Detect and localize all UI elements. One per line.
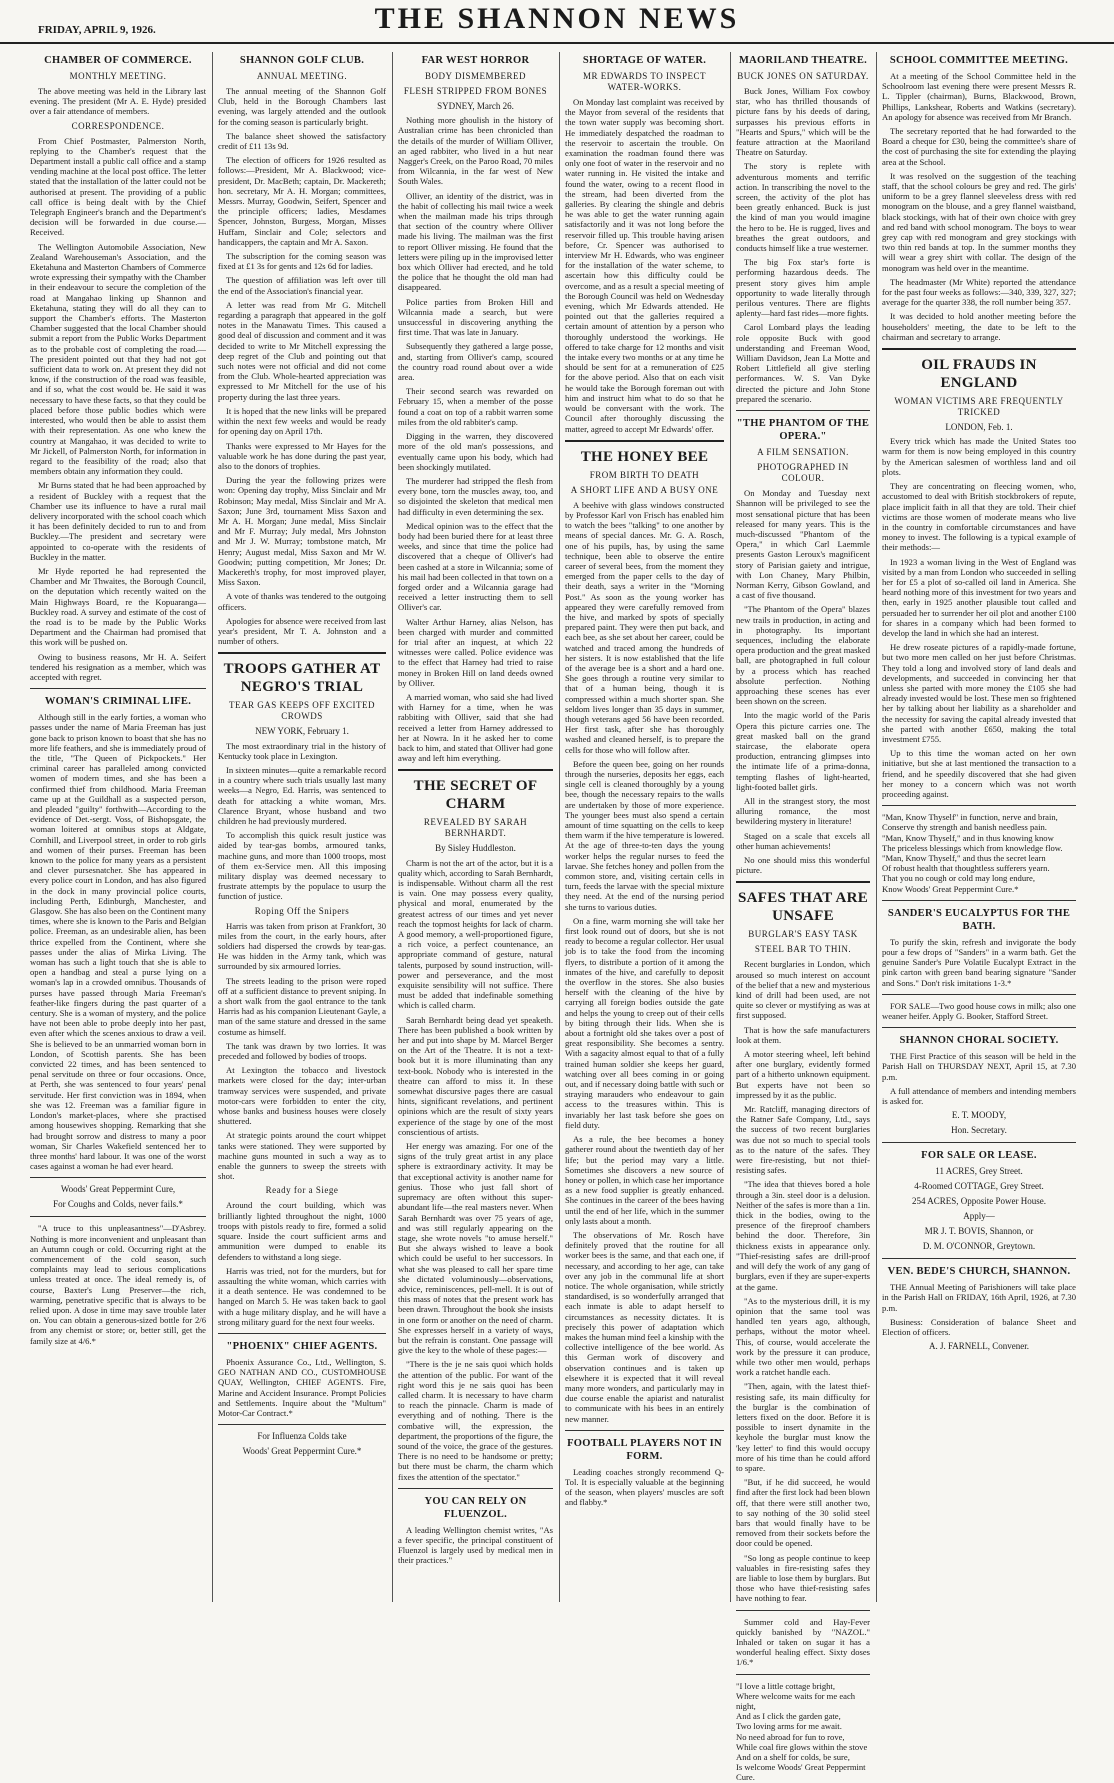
article-headline: "THE PHANTOM OF THE OPERA." — [736, 418, 870, 443]
article-paragraph: Nothing more ghoulish in the history of Australian crime has been chronicled than the details of the murder of William Olliver, an aged rabbiter, who lived in a hut near Nagger's Creek, on the Paroo Road, 70 miles from Wilcannia, in the far west of New South Wales. — [398, 115, 553, 187]
article-paragraph: "The idea that thieves bored a hole through a 3in. steel door is a delusion. Neither of the safes is more than a 1in. thick in the bodies, owing to the presence of the fireproof chambers behind the door. Therefore, 3in thickness exists in appearance only. "Thief-resisting safes are drill-proof and will defy the work of any gang of burglars, even if they are super-experts at the game. — [736, 1179, 870, 1292]
byline: By Sisley Huddleston. — [435, 843, 516, 854]
article-paragraph: Every trick which has made the United States too warm for them is now being employed in this country by the American salesmen of worthless land and oil plots. — [882, 436, 1076, 477]
article-subhead: A FILM SENSATION. — [757, 447, 849, 458]
divider — [882, 900, 1076, 901]
article-headline: OIL FRAUDS IN ENGLAND — [921, 357, 1037, 392]
article-paragraph: Walter Arthur Harney, alias Nelson, has been charged with murder and committed for trial after an inquest, at which 22 witnesses were called. Police evidence was to the effect that Harney had tried to raise money in Broken Hill on land deeds owned by Olliver. — [398, 616, 553, 688]
article-paragraph: In sixteen minutes—quite a remarkable record in a country where such trials usually last many weeks—a Negro, Ed. Harris, was sentenced to death for attacking a white woman, Mrs. Clarence Bryant, whose husband and two children he had previously murdered. — [218, 764, 386, 826]
article-paragraph: All in the strangest story, the most alluring romance, the most bewildering mystery in literature! — [736, 795, 870, 827]
article-paragraph: It is hoped that the new links will be prepared within the next few weeks and would be ready for opening day on April 17th. — [218, 405, 386, 437]
article-paragraph: The Wellington Automobile Association, New Zealand Warehouseman's Association, and the Eketahuna and Masterton Chambers of Commerce wrote expressing their sympathy with the Chamber in their endeavour to secure the completion of the road at Mangahao linking up Shannon and Eketahuna, stating they will do all they can to support the Chamber's efforts. The Masterton Chamber suggested that the local Chamber should submit a report from the Public Works Department as to the probable cost of completing the road.—The president pointed out that they had not got sufficient data to work on. At present they did not know, if the construction of the road was feasible, and if so, what the cost would be. He said it was necessary to have these facts, so that they could be placed before those public bodies which were interested, who would then be able to assist them with their representation. As one who knew the country at Mangahao, it was decided to write to Mr Jickell, of Palmerston North, for information in regard to the feasibility of the road; also that members obtain any information they could. — [30, 241, 206, 477]
article-paragraph: A motor steering wheel, left behind after one burglary, evidently formed part of a hitherto unknown equipment. But experts have not been so impressed by it as the public. — [736, 1049, 870, 1100]
article-paragraph: Buck Jones, William Fox cowboy star, who has thrilled thousands of picture fans by his deeds of daring, surpasses his previous efforts in "Hearts and Spurs," which will be the feature attraction at the Maoriland Theatre on Saturday. — [736, 86, 870, 158]
article-paragraph: On Monday last complaint was received by the Mayor from several of the residents that the town water supply was becoming short. He immediately despatched the roadman to the reservoir to ascertain the trouble. On examination the roadman found there was only one foot of water in the reservoir and no water running in. He visited the intake and found the water, owing to a recent flood in the stream, had been diverted from the galleries. By clearing the shingle and debris he was able to get the water running again satisfactorily and it was not long before the reservoir filled up. This trouble having arisen before, Cr. Spencer was authorised to interview Mr H. Edwards, who was engineer for the installation of the water scheme, to ascertain how this difficulty could be overcome, and as a result a special meeting of the Borough Council was held on Wednesday evening, which Mr Edwards attended. He pointed out that the galleries required a certain amount of attention by a person who thoroughly understood the workings. He offered to take charge for 12 months and visit the intake every two months or at any time he should be sent for at a remuneration of £25 for the above period. Also that on each visit he would take the Borough foreman out with him and instruct him what to do so that he would be conversant with the work. The Council after thoroughly discussing the matter, agreed to accept Mr Edwards' offer. — [565, 97, 724, 434]
column-rule — [392, 52, 393, 1602]
advert-line: Woods' Great Peppermint Cure.* — [242, 1446, 362, 1457]
article-headline: SAFES THAT ARE UNSAFE — [737, 890, 869, 925]
column-4 — [565, 52, 724, 1602]
article-paragraph: A letter was read from Mr G. Mitchell regarding a paragraph that appeared in the golf notes in the Manawatu Times. This caused a good deal of discussion and comment and it was decided to write to Mr Mitchell expressing the deep regret of the Club and pointing out that such notes were not official and did not come from the Club. Whole-hearted appreciation was expressed to Mr Mitchell for the use of his property during the last three years. — [218, 299, 386, 402]
divider — [882, 1142, 1076, 1143]
divider — [882, 994, 1076, 995]
signature: Hon. Secretary. — [951, 1125, 1007, 1136]
article-paragraph: Recent burglaries in London, which aroused so much interest on account of the belief that a new and mysterious kind of drill had been used, are not quite so clever or mystifying as was at first supposed. — [736, 959, 870, 1021]
article-headline: "PHOENIX" CHIEF AGENTS. — [226, 1340, 378, 1352]
advert-line: For Coughs and Colds, never fails.* — [53, 1199, 183, 1210]
divider — [736, 881, 870, 883]
article-paragraph: Their second search was rewarded on February 15, when a member of the posse found a coat on top of a rabbit warren some miles from the old rabbiter's camp. — [398, 386, 553, 427]
article-paragraph: That is how the safe manufacturers look at them. — [736, 1024, 870, 1045]
divider — [30, 1177, 206, 1178]
dateline: SYDNEY, March 26. — [437, 101, 514, 111]
divider — [882, 1027, 1076, 1028]
article-paragraph: The election of officers for 1926 resulted as follows:—President, Mr A. Blackwood; vice-president, Dr. MacBeth; captain, Dr. Mackereth; hon. secretary, Mr A. H. Morgan; committees, Messrs. Murray, Goodwin, Seifert, Spencer and the principle officers; ladies, Mesdames Spencer, Johnston, Burgess, Morgan, Misses Huffam, Sinclair and Cole; selectors and handicappers, the captain and Mr A. Saxon. — [218, 155, 386, 247]
article-subhead: TEAR GAS KEEPS OFF EXCITED CROWDS — [228, 700, 375, 722]
article-paragraph: On a fine, warm morning she will take her first look round out of doors, but she is not ready to become a regular collector. Her usual job is to take the food from the incoming flyers, to distribute a portion of it among the inmates of the hive, and carefully to deposit the overflow in the stores. She also busies herself with the cleaning of the hive by carrying all foreign bodies outside the gate and helps the young to creep out of their cells by biting through their lids. When she is about a fortnight old she takes over a post of great responsibility. She becomes a sentry. With a sagacity almost equal to that of a fully trained human soldier she keeps her guard, watching over all bees coming in or going out, and if necessary doing battle with such or straying marauders who endeavour to gain access to the treasures within. This is invariably her last task before she goes on field duty. — [565, 915, 724, 1130]
article-paragraph: During the year the following prizes were won: Opening day trophy, Miss Sinclair and Mr Robinson; May medal, Miss Sinclair and Mr A. Saxon; June 3rd, tournament Miss Saxon and Mr A. H. Morgan; June medal, Miss Sinclair and Mr F. Murray; July medal, Mrs Johnston and Mr J. W. Murray; tombstone match, Mr Henry; August medal, Miss Saxon and Mr W. Goodwin; putting competition, Mr Jones; Dr. Mackereth's trophy, for most improved player, Miss Saxon. — [218, 475, 386, 588]
column-rule — [212, 52, 213, 1602]
divider — [30, 688, 206, 689]
article-paragraph: Staged on a scale that excels all other human achievements! — [736, 830, 870, 851]
article-paragraph: They are concentrating on fleecing women, who, accustomed to deal with British stockbrokers of repute, place implicit faith in all that they are told. Their chief victims are those women of moderate means who live in the country in comfortable circumstances and have money to invest. The following is a typical example of their methods:— — [882, 481, 1076, 553]
article-subhead: Ready for a Siege — [265, 1185, 339, 1196]
article-headline: THE HONEY BEE — [580, 448, 709, 465]
article-paragraph: Digging in the warren, they discovered more of the old man's possessions, and eventually came upon his body, which had been shockingly mutilated. — [398, 431, 553, 472]
divider — [882, 805, 1076, 806]
article-paragraph: Police parties from Broken Hill and Wilcannia made a search, but were unsuccessful in discovering anything the first time. That was late in January. — [398, 296, 553, 338]
verse-line: "Man, Know Thyself" in function, nerve and brain, — [882, 812, 1058, 823]
divider — [398, 1488, 553, 1489]
verse-line: Conserve thy strength and banish needless pain. — [882, 822, 1047, 833]
article-paragraph: "As to the mysterious drill, it is my opinion that the same tool was handled ten years ago, although, perhaps, without the motor wheel. This, of course, would accelerate the work by the pressure it can produce, while two other men would, perhaps work a ratchet handle each. — [736, 1295, 870, 1378]
verse-line: While coal fire glows within the stove — [736, 1741, 868, 1752]
article-headline: SANDER'S EUCALYPTUS FOR THE BATH. — [887, 907, 1071, 932]
article-paragraph: No one should miss this wonderful picture. — [736, 855, 870, 876]
article-paragraph: Mr Hyde reported he had represented the Chamber and Mr Thwaites, the Borough Council, on the deputation which recently waited on the Main Highways Board, re the Kopuaranga—Buckley road. A survey and estimate of the cost of the road is to be made by the Public Works Department and the Chairman had promised that this work will be pushed on. — [30, 565, 206, 648]
divider — [736, 410, 870, 411]
dateline: LONDON, Feb. 1. — [945, 422, 1013, 433]
article-paragraph: Medical opinion was to the effect that the body had been buried there for at least three weeks, and since that time the police had discovered that a cheque of Olliver's had been cashed at a store in Wilcannia; some of his mail had been collected in that town on a forged order and a Wilcannia garage had received a letter instructing them to sell Olliver's car. — [398, 520, 553, 613]
article-headline: FOOTBALL PLAYERS NOT IN FORM. — [567, 1437, 722, 1462]
article-headline: WOMAN'S CRIMINAL LIFE. — [44, 696, 192, 708]
article-paragraph: Before the queen bee, going on her rounds through the nurseries, deposits her eggs, each single cell is cleaned thoroughly by a young bee, though the necessary repairs to the walls are undertaken by those of more experience. The younger bees must also spend a certain amount of time squatting on the cells to keep them warm if the hive temperature is lowered. At the age of three-to-ten days the young worker helps the regular nurses to feed the larvae. She fetches honey and pollen from the common store, and, visiting certain cells in turn, feeds the larvae with the special mixture they need. At the end of the nursing period she turns to various duties. — [565, 758, 724, 912]
divider — [736, 1610, 870, 1611]
column-3 — [398, 52, 553, 1602]
article-paragraph: The balance sheet showed the satisfactory credit of £11 13s 9d. — [218, 130, 386, 152]
article-headline: SCHOOL COMMITTEE MEETING. — [889, 55, 1069, 66]
article-paragraph: He drew roseate pictures of a rapidly-made fortune, but two more men called on her just before Christmas. They told a long and involved story of land deals and developments, and succeeded in convincing her that unless she parted with more money the £105 she had already invested would be lost. These men so frightened her by talking about her liability as a shareholder and the necessity for saving the capital already invested that she parted with another £650, making the total investment £755. — [882, 642, 1076, 744]
column-5 — [736, 52, 870, 1783]
article-paragraph: A beehive with glass windows constructed by Professor Karl von Frisch has enabled him to watch the bees "talking" to one another by means of special dances. Mr. G. A. Rosch, one of his pupils, has, by using the same technique, been able to observe the entire career of several bees, from the moment they emerged from the paper cells to the day of their death, says a writer in the "Morning Post." As soon as the young worker has appeared they were carefully removed from the hive, and marked by spots of specially prepared paint. They were then put back, and each bee, as she set about her career, could be watched and traced among the hundreds of her sisters. It is now established that the life of the average bee is a short and a hard one. She goes through a routine very similar to that of a human being, though it is compressed within a much shorter span. She seldom lives longer than 35 days in summer, though veterans aged 56 have been recorded. Her first task, after she has thoroughly washed and cleaned herself, is to prepare the cells for those who will follow after. — [565, 499, 724, 755]
article-paragraph: Harris was tried, not for the murders, but for assaulting the white woman, which carries with it a death sentence. He was condemned to be hanged on March 5. He was taken back to gaol with a huge military display, and he will have a strong military guard for the next four weeks. — [218, 1265, 386, 1327]
signature: A. J. FARNELL, Convener. — [928, 1341, 1030, 1352]
article-headline: VEN. BEDE'S CHURCH, SHANNON. — [887, 1266, 1071, 1278]
article-headline: SHANNON CHORAL SOCIETY. — [899, 1035, 1059, 1047]
article-paragraph: Thanks were expressed to Mr Hayes for the valuable work he has done during the past year, also to the donors of trophies. — [218, 440, 386, 471]
article-paragraph: The above meeting was held in the Library last evening. The president (Mr A. E. Hyde) presided over a fair attendance of members. — [30, 86, 206, 117]
verse-line: Is welcome Woods' Great Peppermint Cure. — [736, 1762, 866, 1783]
article-headline: SHORTAGE OF WATER. — [582, 55, 707, 66]
column-1 — [30, 52, 206, 1602]
article-subhead: CORRESPONDENCE. — [71, 120, 165, 131]
column-rule — [876, 52, 877, 1602]
article-subhead: STEEL BAR TO THIN. — [754, 944, 852, 955]
article-paragraph: "The Phantom of the Opera" blazes new trails in production, in acting and in photography. Its important sequences, including the elaborate opera production and the great masked ball, are photographed in full colour by a process which has reached absolute perfection. Nothing approaching these scenes has ever been shown on the screen. — [736, 604, 870, 707]
article-paragraph: "But, if he did succeed, he would find after the first lock had been blown off, that there were still another two, to say nothing of the 30 solid steel bars that would finally have to be removed from their sockets before the door could be opened. — [736, 1477, 870, 1549]
article-paragraph: The observations of Mr. Rosch have definitely proved that the routine for all worker bees is the same, and that each one, if necessary, and according to her age, can take over any job in the communal life at short notice. The whole organisation, while strictly standardised, is so wonderfully arranged that each inmate is able to adapt herself to circumstances as necessity dictates. It is precisely this power of adaptation which makes the human mind feel a kinship with the collective intelligence of the bee world. As this German work of discovery and observation continues and is taken up elsewhere it is expected that it will reveal many more wonders, and particularly may in due course enable the apiarist and naturalist to communicate with his bees in an entirely new manner. — [565, 1229, 724, 1424]
article-headline: SHANNON GOLF CLUB. — [239, 55, 365, 66]
verse-line: And as I click the garden gate, — [736, 1711, 841, 1722]
masthead — [0, 0, 1114, 44]
article-paragraph: Charm is not the art of the actor, but it is a quality which, according to Sarah Bernhardt, is indispensable. Without charm all the rest is vain. One may possess every quality, physical and moral, enumerated by the greatest actress of our times and yet never reach the topmost heights for lack of charm. A good memory, a well-proportioned figure, a rich voice, a perfect countenance, an appropriate command of gesture, natural talents, purposed by sound instruction, will-power and perseverance, and the most exquisite sensibility will not suffice. There must be added that indefinable something which is called charm. — [398, 857, 553, 1011]
article-paragraph: At a meeting of the School Committee held in the Schoolroom last evening there were present Messrs R. L. Tippler (chairman), Burns, Blackwood, Brown, Phillips, Lankshear, Roberts and Watkins (secretary). An apology for absence was received from Mr Branch. — [882, 71, 1076, 122]
divider — [882, 1258, 1076, 1259]
verse-line: Of robust health that thoughtless sufferers yearn. — [882, 863, 1050, 874]
listing-line: 11 ACRES, Grey Street. — [935, 1166, 1023, 1177]
article-subhead: ANNUAL MEETING. — [256, 71, 348, 81]
verse-line: Two loving arms for me await. — [736, 1721, 842, 1732]
notice-paragraph: Business: Consideration of balance Sheet and Election of officers. — [882, 1316, 1076, 1338]
article-paragraph: As a rule, the bee becomes a honey gatherer round about the twentieth day of her life; but the period may vary a little. Sometimes she discovers a new source of honey or pollen, in which case her importance as a new food supplier is greatly enhanced. She continues in the career of the bees having until the end of her life, which in the summer only lasts about a month. — [565, 1134, 724, 1226]
divider — [882, 348, 1076, 350]
dateline: NEW YORK, February 1. — [255, 726, 349, 737]
article-paragraph: Up to this time the woman acted on her own initiative, but she at last mentioned the transaction to a friend, and he speedily discovered that she had given her money to a concern which was not worth proceeding against. — [882, 748, 1076, 799]
article-paragraph: To accomplish this quick result justice was aided by tear-gas bombs, armoured tanks, machine guns, and more than 1000 troops, most of them ex-Service men. All this imposing military display was deemed necessary to frustrate attempts by the populace to usurp the function of justice. — [218, 830, 386, 902]
listing-line: Apply— — [963, 1211, 995, 1222]
article-paragraph: Mr Burns stated that he had been approached by a resident of Buckley with a request that the Chamber use its influence to have a rural mail delivery incorporated with the school coach which it has been definitely decided to run to and from Buckley.—The president and secretary were appointed to co-operate with the residents of Buckley in the matter. — [30, 480, 206, 562]
divider — [218, 652, 386, 654]
issue-date: FRIDAY, APRIL 9, 1926. — [38, 24, 156, 36]
listing-line: D. M. O'CONNOR, Greytown. — [922, 1241, 1036, 1252]
article-headline: MAORILAND THEATRE. — [738, 55, 868, 66]
notice-paragraph: THE Annual Meeting of Parishioners will take place in the Parish Hall on FRIDAY, 16th April, 1926, at 7.30 p.m. — [882, 1282, 1076, 1313]
article-paragraph: The streets leading to the prison were roped off at a sufficient distance to prevent sniping. In a short walk from the gaol entrance to the tank Harris had as his companion Lieutenant Gayle, a man of the same stature and dressed in the same costume as himself. — [218, 975, 386, 1037]
advert-line: For Influenza Colds take — [257, 1431, 347, 1442]
article-headline: TROOPS GATHER AT NEGRO'S TRIAL — [223, 661, 381, 696]
article-paragraph: The question of affiliation was left over till the end of the Association's financial year. — [218, 275, 386, 296]
verse-line: The priceless blessings which from knowledge flow. — [882, 842, 1063, 853]
advert-paragraph: Summer cold and Hay-Fever quickly banished by "NAZOL." Inhaled or taken on sugar it has a wonderful healing effect. Sixty doses 1/6.* — [736, 1616, 870, 1668]
article-paragraph: Subsequently they gathered a large posse, and, starting from Olliver's camp, scoured the country road round about over a wide area. — [398, 341, 553, 383]
article-paragraph: The secretary reported that he had forwarded to the Board a cheque for £30, being the committee's share of the cost of purchasing the site for extending the playing area at the School. — [882, 126, 1076, 167]
article-paragraph: Harris was taken from prison at Frankfort, 30 miles from the court, in the early hours, after soldiers had dispersed the crowds by tear-gas. He was hidden in the Army tank, which was surrounded by six armoured lorries. — [218, 920, 386, 972]
article-paragraph: It was decided to hold another meeting before the householders' meeting, the date to be left to the chairman and secretary to arrange. — [882, 311, 1076, 342]
article-paragraph: Carol Lombard plays the leading role opposite Buck with good understanding and Freeman Wood, William Davidson, Jean La Motte and Robert Littlefield all give sterling performances. W. S. Van Dyke directed the picture and John Stone prepared the scenario. — [736, 322, 870, 404]
article-headline: CHAMBER OF COMMERCE. — [44, 55, 192, 66]
article-subhead: BUCK JONES ON SATURDAY. — [737, 71, 869, 81]
article-paragraph: Sarah Bernhardt being dead yet speaketh. There has been published a book written by her and put into shape by M. Marcel Berger on the Art of the Theatre. It is not a text-book but it is more illuminating than any text-book. Nobody who is interested in the theatre can afford to miss it. In these somewhat discursive pages there are casual hints, significant revelations, and pertinent opinions which are the result of sixty years experience of the stage by one of the most conscientious of artists. — [398, 1014, 553, 1137]
article-paragraph: "So long as people continue to keep valuables in fire-resisting safes they are liable to lose them by burglars. But those who have thief-resisting safes have nothing to fear. — [736, 1552, 870, 1604]
verse-line: Know Woods' Great Peppermint Cure.* — [882, 883, 1019, 894]
article-paragraph: At strategic points around the court whippet tanks were stationed. They were supported by machine guns mounted in such a way as to enable the gunners to sweep the streets with shot. — [218, 1130, 386, 1182]
article-paragraph: The story is replete with adventurous moments and terrific action. In transcribing the novel to the screen, the activity of the plot has been greatly enhanced. Buck is just the kind of man you would imagine the hero to be. He is rugged, lives and breathes the great outdoors, and conducts himself like a true westerner. — [736, 161, 870, 254]
article-paragraph: The tank was drawn by two lorries. It was preceded and followed by bodies of troops. — [218, 1040, 386, 1062]
column-6 — [882, 52, 1076, 1602]
article-paragraph: At Lexington the tobacco and livestock markets were closed for the day; inter-urban tramway services were suspended, and private motor-cars were forbidden to enter the city, whose banks and business houses were closely shuttered. — [218, 1065, 386, 1127]
advert-line: Woods' Great Peppermint Cure, — [60, 1184, 176, 1195]
divider — [30, 1216, 206, 1217]
article-subhead: WOMAN VICTIMS ARE FREQUENTLY TRICKED — [894, 396, 1064, 418]
article-paragraph: Apologies for absence were received from last year's president, Mr T. A. Johnston and a number of others. — [218, 615, 386, 647]
article-paragraph: It was resolved on the suggestion of the teaching staff, that the school colours be grey and red. The girls' uniform to be a grey flannel sleeveless dress with red monogram on the blouse, and a grey flannel waistband, black stockings, with hat of their own choice with grey and red band with school monogram. The boys to wear grey cap with red monogram and grey stockings with two thin red bands at top. In the summer months they will wear a grey shirt with collar. The design of the monogram was held over in the meantime. — [882, 170, 1076, 273]
divider — [565, 1430, 724, 1431]
article-subhead: FROM BIRTH TO DEATH — [589, 469, 700, 480]
divider — [565, 440, 724, 442]
article-paragraph: From Chief Postmaster, Palmerston North, replying to the Chamber's request that the Department install a public call office and a stamp vending machine at the local post office. The letter stated that the installation of the latter could not be authorised at present. The providing of a public call office is being dealt with by the Chief Telegraph Engineer's branch and the Department's decision will be forwarded in due course.—Received. — [30, 135, 206, 238]
article-paragraph: Owing to business reasons, Mr H. A. Seifert tendered his resignation as a member, which was accepted with regret. — [30, 651, 206, 682]
article-paragraph: A vote of thanks was tendered to the outgoing officers. — [218, 591, 386, 612]
newspaper-title: THE SHANNON NEWS — [374, 2, 740, 35]
article-subhead: A SHORT LIFE AND A BUSY ONE — [570, 484, 719, 495]
listing-line: 4-Roomed COTTAGE, Grey Street. — [914, 1181, 1044, 1192]
article-paragraph: The subscription for the coming season was fixed at £1 3s for gents and 12s 6d for ladies. — [218, 251, 386, 272]
article-subhead: Roping Off the Snipers — [254, 905, 350, 916]
article-paragraph: Mr. Ratcliff, managing directors of the Ratner Safe Company, Ltd., says the success of two recent burglaries was due not so much to special tools as to the nature of the safes. They were fire-resisting, but not thief-resisting safes. — [736, 1104, 870, 1176]
advert-paragraph: Leading coaches strongly recommend Q-Tol. It is especially valuable at the beginning of the season, when players' muscles are soft and flabby.* — [565, 1466, 724, 1508]
article-paragraph: Although still in the early forties, a woman who passes under the name of Maria Freeman has just gone back to prison known to boast that she has no more life feathers, and she is immediately proud of the title, "The Queen of Pickpockets." Her criminal career has paralleled among convicted women of modern times, and she has been a confirmed thief from childhood. Maria Freeman came up at the Guildhall as a suspected person, and pleaded "guilty" forthwith—According to the evidence of Det.-sergt. Voss, of Bishopsgate, the woman loitered at omnibus stops at Aldgate, Cornhill, and Liverpool street, in order to rob girls and women of their purses. Freeman has been known to the police for many years as a persistent and clever pursesnatcher. She has appeared in every police court in London, and has also figured in the dock in many provincial police courts, including Perth, Edinburgh, Manchester, and Glasgow. She has also been on the Continent many times, where she is known to the Paris and Belgian police. Freeman, as an undesirable alien, has been thrice expelled from the Continent, where she passes under the alias of Mirka Living. The woman has such a light touch that she is able to open a handbag and steal a purse lying on a woman's lap in a crowded omnibus. Thousands of purses have passed through Maria Freeman's feather-like fingers during the past quarter of a century. She is a woman of mystery, and the police have not been able to probe deeply into her past, even after which the scenes anxious to draw a veil. She is believed to be an unmarried woman born in London, of Scottish parents. She has been convicted 22 times, and has been sentenced to penal servitude on three or four occasions. Once, at Perth, she was sentenced to four years' penal servitude. Her first conviction was in 1894, when she was 12. Freeman was a familiar figure in London's market-places, where she practised among housewives shopping. Remarking that she had brought sorrow and distress to many a poor woman, Sir Charles Wakefield sentenced her to three months' hard labour. It was one of the worst cases against a woman he had ever heard. — [30, 712, 206, 1172]
divider — [736, 1674, 870, 1675]
article-paragraph: "There is the je ne sais quoi which holds the attention of the public. For want of the right word this je ne sais quoi has been called charm. It is necessary to have charm to reach the pinnacle. Charm is made of everything and of nothing. There is the combative will, the expression, the department, the proportions of the figure, the sound of the voice, the grace of the gestures. There is no need to be handsome or pretty; but there must be charm, the charm which fixes the attention of the spectator." — [398, 1359, 553, 1482]
column-2 — [218, 52, 386, 1602]
divider — [218, 1333, 386, 1334]
article-headline: YOU CAN RELY ON FLUENZOL. — [424, 1495, 527, 1520]
article-headline: FAR WEST HORROR — [421, 55, 530, 66]
article-paragraph: The big Fox star's forte is performing hazardous deeds. The present story gives him ample opportunity to wade literally through perilous ventures. There are flights aplenty—hard fast rides—more fights. — [736, 257, 870, 319]
article-subhead: REVEALED BY SARAH BERNHARDT. — [423, 817, 528, 839]
article-paragraph: Her energy was amazing. For one of the signs of the truly great artist in any place sphere is extraordinary activity. It may be that exceptional activity is another name for genius. Those who just fall short of supremacy are often without this super-abundant life—the real masters never. When Sarah Bernhardt was over 75 years of age, and was still regularly appearing on the stage, she wrote novels "to amuse herself." But she always wished to leave a book which could be useful to her successors. In what she was pleased to call her spare time she dictated voluminously—observations, advice, reminiscences, pell-mell. It is out of this mass of notes that the present work has been drawn. Throughout the book she insists in one form or another on the need of charm. She expresses herself in a variety of ways, but the refrain is constant. One passage will give the key to the whole of these pages:— — [398, 1141, 553, 1356]
divider — [398, 769, 553, 771]
advert-paragraph: To purify the skin, refresh and invigorate the body pour a few drops of "Sanders" in a warm bath. Get the genuine Sander's Pure Volatile Eucalypt Extract in the pink carton with green band bearing signature "Sander and Sons." Don't risk imitations 1-3.* — [882, 936, 1076, 988]
article-paragraph: On Monday and Tuesday next Shannon will be privileged to see the most sensational picture that has been released for many years. This is the much-discussed "Phantom of the Opera," in which Carl Laemmle presents Gaston Leroux's magnificent story of Parisian gaiety and intrigue, with Lon Chaney, Mary Philbin, Norman Kerry, Gibson Gowland, and a cast of five thousand. — [736, 488, 870, 601]
article-paragraph: The annual meeting of the Shannon Golf Club, held in the Borough Chambers last evening, was largely attended and the outlook for the coming season is particularly bright. — [218, 86, 386, 127]
article-paragraph: "Then, again, with the latest thief-resisting safe, its main difficulty for the burglar is the combination of letters fixed on the door. Before it is possible to insert dynamite in the keyhole the burglar must know the 'key letter' to find this would occupy more of his time than he could afford to spare. — [736, 1381, 870, 1473]
verse-line: "Man, Know Thyself," and thus the secret learn — [882, 853, 1046, 863]
article-subhead: BODY DISMEMBERED — [425, 71, 526, 81]
article-headline: THE SECRET OF CHARM — [413, 778, 538, 813]
classified-ad: FOR SALE—Two good house cows in milk; also one weaner heifer. Apply G. Booker, Stafford Street. — [882, 1000, 1076, 1022]
verse-line: That you no cough or cold may long endure, — [882, 873, 1035, 884]
article-subhead: MR EDWARDS TO INSPECT WATER-WORKS. — [583, 71, 706, 92]
article-headline: FOR SALE OR LEASE. — [921, 1150, 1037, 1162]
verse-line: "I love a little cottage bright, — [736, 1680, 835, 1691]
listing-line: 254 ACRES, Opposite Power House. — [911, 1196, 1046, 1207]
article-subhead: MONTHLY MEETING. — [69, 71, 167, 81]
signature: E. T. MOODY, — [951, 1110, 1007, 1121]
verse-line: "Man, Know Thyself," and in thus knowing know — [882, 832, 1054, 843]
notice-paragraph: THE First Practice of this season will be held in the Parish Hall on THURSDAY NEXT, April 15, at 7.30 p.m. — [882, 1051, 1076, 1082]
advert-paragraph: A leading Wellington chemist writes, "As a fever specific, the principal constituent of Fluenzol is largely used by medical men in their practices." — [398, 1524, 553, 1566]
article-paragraph: Olliver, an identity of the district, was in the habit of collecting his mail twice a week when the mailman made his trips through that section of the country where Olliver made his living. The mailman was the first to report Olliver missing. He found that the letters were piling up in the improvised letter box which Olliver had erected, and he told the police that he thought the old man had disappeared. — [398, 190, 553, 293]
verse-line: No need abroad for fun to rove, — [736, 1731, 845, 1742]
notice-paragraph: A full attendance of members and intending members is asked for. — [882, 1085, 1076, 1107]
article-paragraph: The murderer had stripped the flesh from every bone, torn the muscles away, too, and so disjointed the skeleton that medical men had difficulty in even determining the sex. — [398, 475, 553, 517]
column-rule — [559, 52, 560, 1602]
verse-line: And on a shelf for colds, be sure, — [736, 1752, 850, 1763]
advert-paragraph: "A truce to this unpleasantness"—D'Asbrey. Nothing is more inconvenient and unpleasant than an Autumn cough or cold. Occurring right at the commencement of the cold season, such complaints may lead to serious complications unless treated at once. The ideal remedy is, of course, Baxter's Lung Preserver—the rich, warming, penetrative specific that is always to be relied upon. A dose in time may save trouble later on. You can obtain a generous-sized bottle for 2/6 from any chemist or store; or, better still, get the family size at 4/6.* — [30, 1223, 206, 1346]
article-subhead: BURGLAR'S EASY TASK — [748, 929, 858, 940]
listing-line: MR J. T. BOVIS, Shannon, or — [924, 1226, 1034, 1237]
article-subhead: FLESH STRIPPED FROM BONES — [403, 86, 548, 96]
article-paragraph: In 1923 a woman living in the West of England was visited by a man from London who succeeded in selling her for £5 a plot of so-called oil land in America. She heard nothing more of this investment for two years and then, early in 1925 another plausible tout called and persuaded her to surrender her oil plot and another £100 for shares in a company which had been formed to develop the land in which she had an interest. — [882, 556, 1076, 638]
advert-paragraph: Phoenix Assurance Co., Ltd., Wellington, S. GEO NATHAN AND CO., CUSTOMHOUSE QUAY, Wellington, CHIEF AGENTS. Fire, Marine and Accident Insurance. Prompt Policies and Settlements. Inquire about the "Multum" Motor-Car Contract.* — [218, 1356, 386, 1418]
column-rule — [730, 52, 731, 1602]
article-paragraph: The most extraordinary trial in the history of Kentucky took place in Lexington. — [218, 740, 386, 761]
article-paragraph: Into the magic world of the Paris Opera this picture carries one. The great masked ball on the grand staircase, the elaborate opera production, entrancing glimpses into the intimate life of a prima-donna, tempting flashes of light-hearted, light-footed ballet girls. — [736, 710, 870, 792]
article-paragraph: The headmaster (Mr White) reported the attendance for the past four weeks as follows:—340, 339, 327, 327; average for the quarter 338, the roll number being 357. — [882, 276, 1076, 308]
divider — [218, 1424, 386, 1425]
article-paragraph: A married woman, who said she had lived with Harney for a time, when he was rabbiting with Olliver, said that she had received a letter from Harney addressed to her at Nowra. In it he asked her to come back to him, and stated that Olliver had gone away and left him everything. — [398, 691, 553, 764]
article-subhead: PHOTOGRAPHED IN COLOUR. — [757, 462, 849, 484]
article-paragraph: Around the court building, which was brilliantly lighted throughout the night, 1000 troops with pistols ready to fire, formed a solid square. Inside the court sufficient arms and ammunition were dumped to enable its defenders to withstand a long siege. — [218, 1200, 386, 1262]
verse-line: Where welcome waits for me each night, — [736, 1690, 856, 1712]
